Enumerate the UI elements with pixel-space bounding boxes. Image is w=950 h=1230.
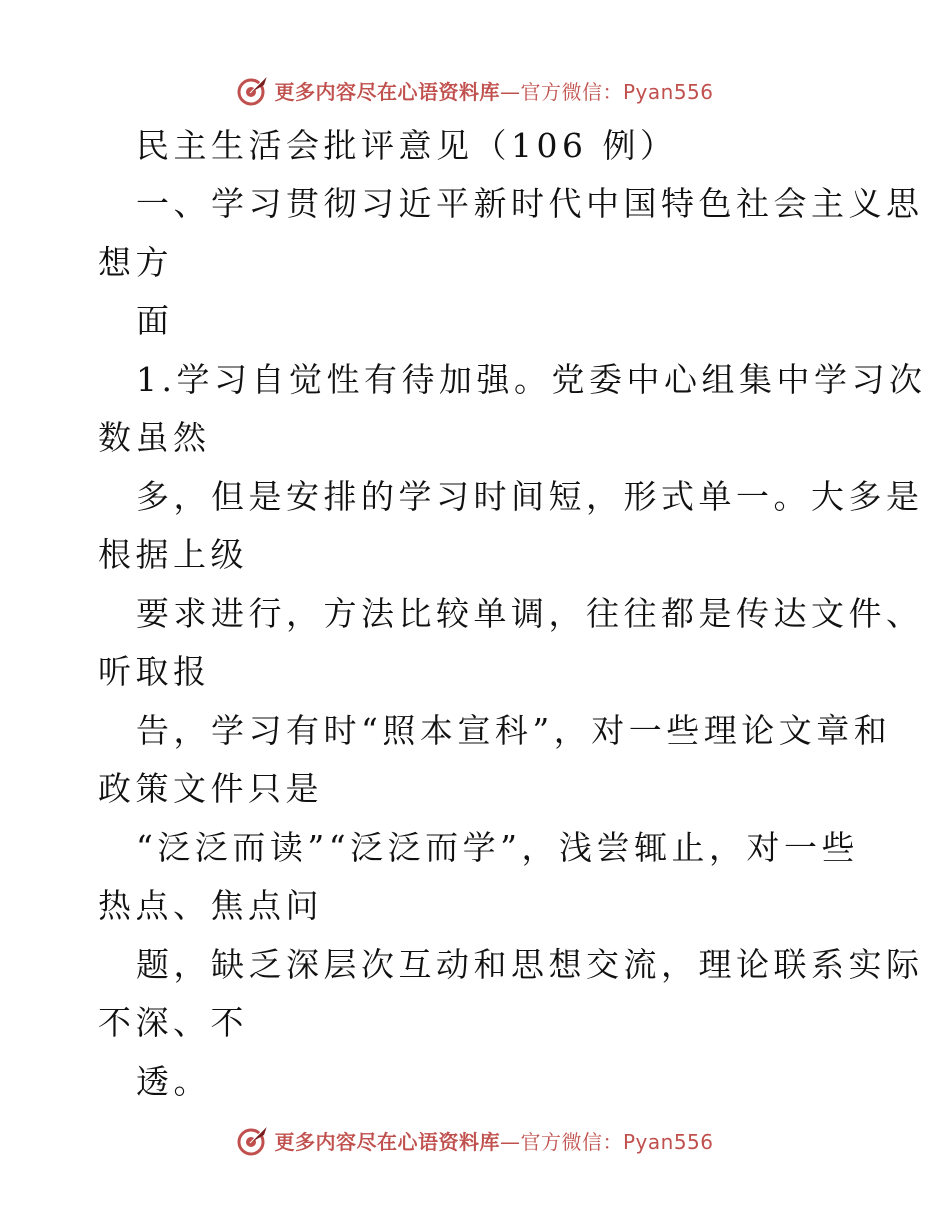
paragraph-line: 热点、焦点问 (98, 886, 323, 925)
paragraph-line: 要求进行，方法比较单调，往往都是传达文件、 (136, 594, 924, 633)
paragraph-line: 政策文件只是 (98, 769, 323, 808)
paragraph-line: 题，缺乏深层次互动和思想交流，理论联系实际 (136, 945, 924, 984)
document-title: 民主生活会批评意见（106 例） (136, 126, 678, 165)
section-heading-continued: 想方 (98, 243, 173, 282)
paragraph-line: “泛泛而读”“泛泛而学”，浅尝辄止，对一些 (136, 828, 859, 867)
paragraph-line: 多，但是安排的学习时间短，形式单一。大多是 (136, 477, 924, 516)
paragraph-line: 根据上级 (98, 535, 248, 574)
quill-pen-logo-icon (236, 1123, 270, 1157)
paragraph-line: 听取报 (98, 652, 211, 691)
paragraph-line: 不深、不 (98, 1003, 248, 1042)
paragraph-line: 告，学习有时“照本宣科”，对一些理论文章和 (136, 711, 892, 750)
paragraph-line: 1.学习自觉性有待加强。党委中心组集中学习次 (136, 360, 927, 399)
section-heading: 一、学习贯彻习近平新时代中国特色社会主义思 (136, 184, 924, 223)
watermark-text: 更多内容尽在心语资料库—官方微信：Pyan556 (274, 79, 714, 104)
section-heading-continued: 面 (136, 301, 174, 340)
watermark-text: 更多内容尽在心语资料库—官方微信：Pyan556 (274, 1129, 714, 1154)
paragraph-line: 透。 (136, 1062, 211, 1101)
paragraph-line: 数虽然 (98, 418, 211, 457)
footer-watermark (0, 1120, 950, 1160)
